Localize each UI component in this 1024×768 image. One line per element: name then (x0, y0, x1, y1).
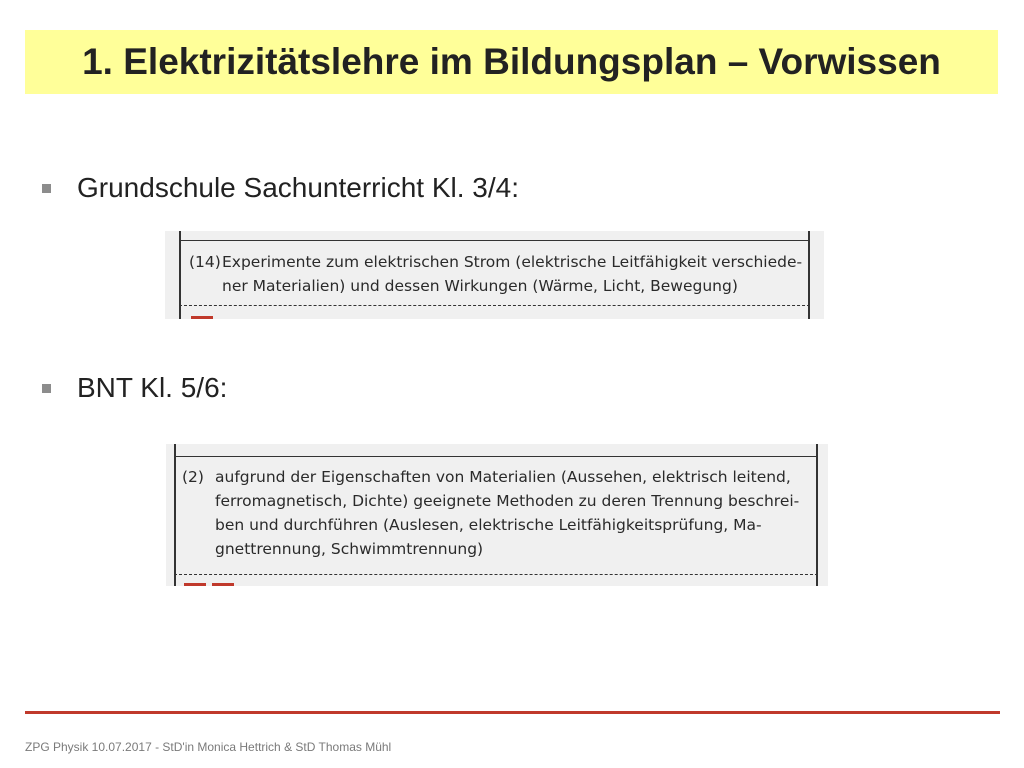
red-marker (191, 316, 213, 319)
excerpt-line: ben und durchführen (Auslesen, elektrische Leitfähigkeitsprüfung, Ma- (215, 516, 762, 534)
excerpt-line: Experimente zum elektrischen Strom (elektrische Leitfähigkeit verschiede- (222, 253, 803, 271)
red-marker (212, 583, 234, 586)
excerpt-line: ferromagnetisch, Dichte) geeignete Methoden zu deren Trennung beschrei- (215, 492, 800, 510)
item-number: (14) (189, 253, 221, 271)
bullet-grundschule (42, 172, 519, 204)
dashed-separator (179, 305, 810, 306)
dashed-separator (174, 574, 818, 575)
item-number: (2) (182, 468, 204, 486)
bullet-text: BNT Kl. 5/6: (77, 372, 228, 403)
excerpt-line: ner Materialien) und dessen Wirkungen (Wärme, Licht, Bewegung) (222, 277, 738, 295)
frame-left-line (174, 444, 176, 586)
bullet-bnt (42, 372, 227, 404)
excerpt-line: gnettrennung, Schwimmtrennung) (215, 540, 484, 558)
excerpt-grundschule (165, 231, 824, 319)
bullet-square-icon (42, 184, 51, 193)
bullet-text: Grundschule Sachunterricht Kl. 3/4: (77, 172, 520, 203)
page-title: 1. Elektrizitätslehre im Bildungsplan – Vorwissen (82, 41, 941, 82)
bullet-square-icon (42, 384, 51, 393)
frame-right-line (816, 444, 818, 586)
frame-top-line (179, 240, 810, 241)
excerpt-line: aufgrund der Eigenschaften von Materialien (Aussehen, elektrisch leitend, (215, 468, 791, 486)
frame-top-line (174, 456, 818, 457)
red-marker (184, 583, 206, 586)
footer-divider (25, 711, 1000, 714)
footer-text: ZPG Physik 10.07.2017 - StD'in Monica Hettrich & StD Thomas Mühl (25, 740, 392, 754)
excerpt-bnt (166, 444, 828, 586)
title-banner (25, 30, 998, 94)
